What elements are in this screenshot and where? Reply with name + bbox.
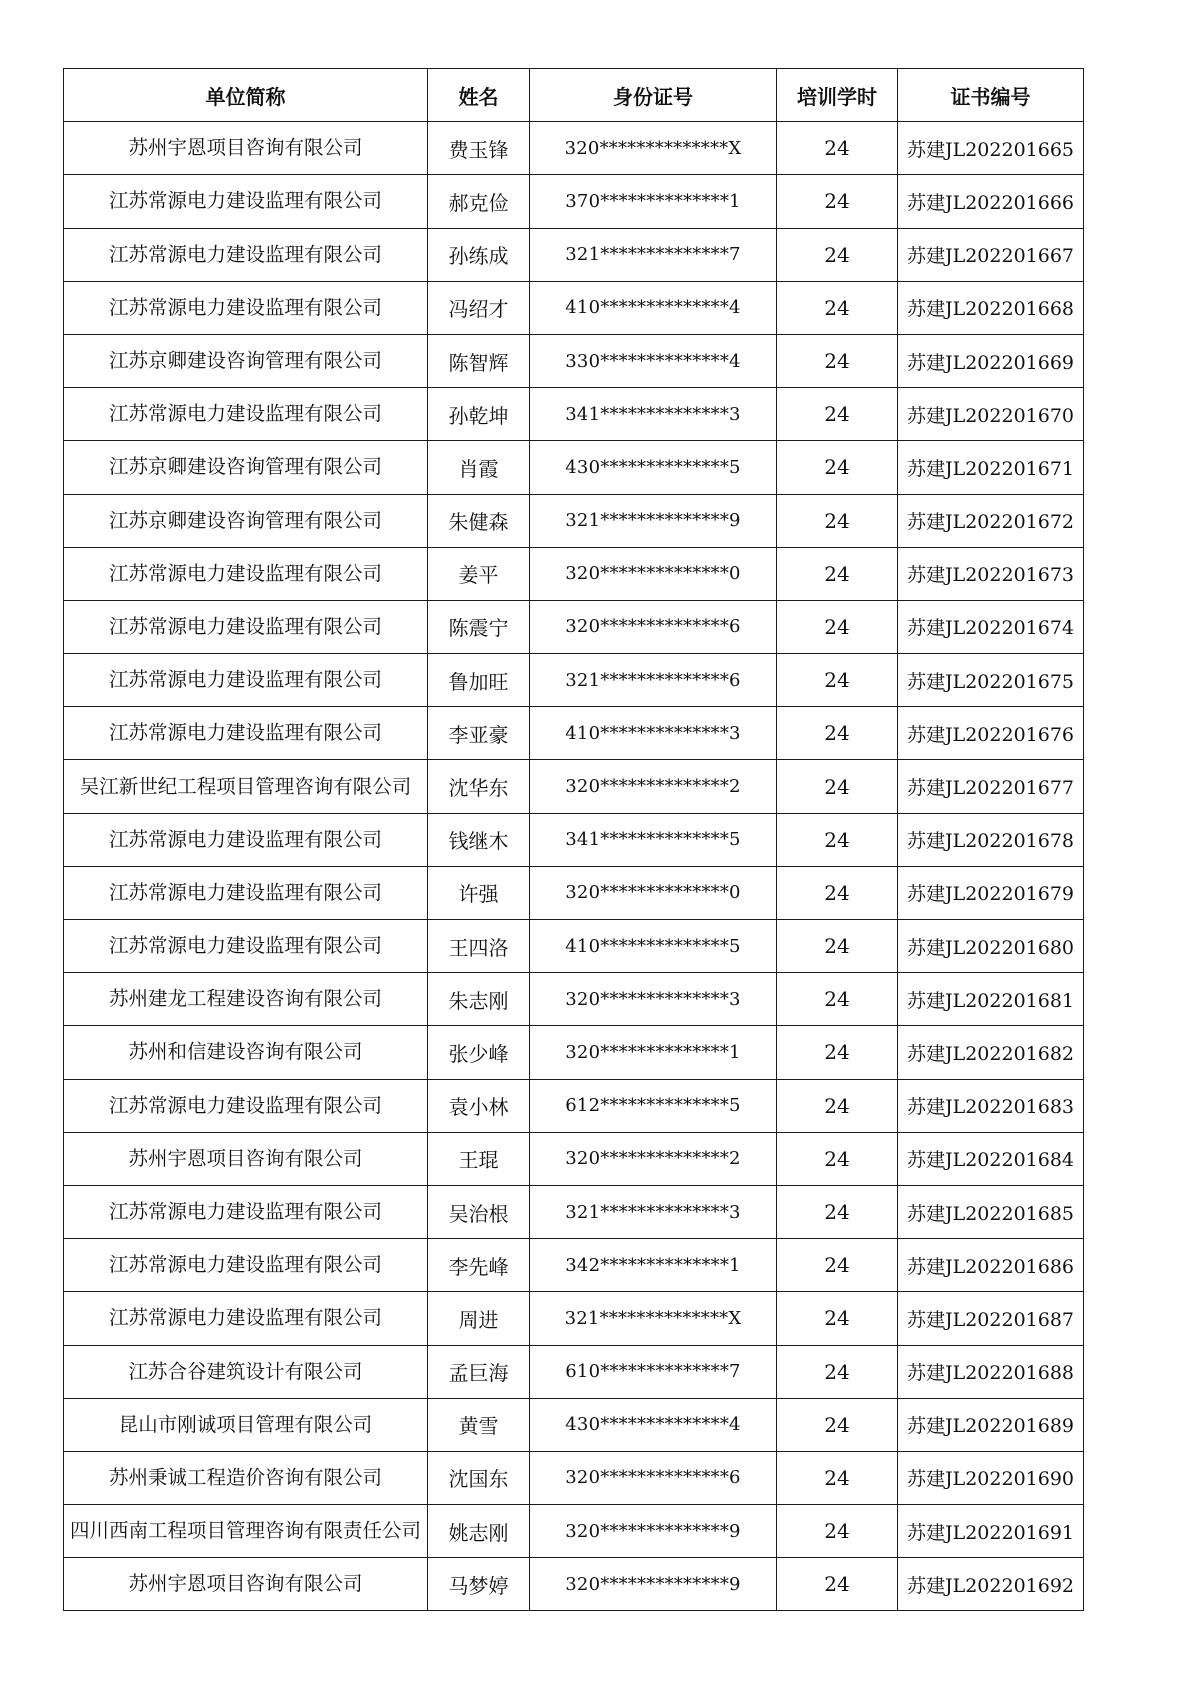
cell-name: 肖霞	[428, 441, 530, 494]
cell-name: 钱继木	[428, 813, 530, 866]
cell-id-number: 320**************3	[530, 973, 777, 1026]
cell-certificate-number: 苏建JL202201681	[898, 973, 1084, 1026]
cell-name: 吴治根	[428, 1185, 530, 1238]
table-row	[64, 707, 1084, 760]
cell-training-hours: 24	[777, 707, 898, 760]
cell-certificate-number: 苏建JL202201670	[898, 388, 1084, 441]
cell-certificate-number: 苏建JL202201666	[898, 175, 1084, 228]
cell-id-number: 321**************6	[530, 654, 777, 707]
cell-id-number: 320**************0	[530, 547, 777, 600]
cell-training-hours: 24	[777, 1345, 898, 1398]
cell-certificate-number: 苏建JL202201685	[898, 1185, 1084, 1238]
cell-training-hours: 24	[777, 1079, 898, 1132]
cell-unit: 苏州宇恩项目咨询有限公司	[64, 1558, 428, 1611]
cell-training-hours: 24	[777, 1239, 898, 1292]
cell-id-number: 410**************5	[530, 920, 777, 973]
cell-id-number: 320**************2	[530, 1132, 777, 1185]
table-row	[64, 1292, 1084, 1345]
cell-id-number: 320**************9	[530, 1558, 777, 1611]
table-body	[64, 122, 1084, 1611]
cell-unit: 江苏常源电力建设监理有限公司	[64, 920, 428, 973]
cell-unit: 江苏常源电力建设监理有限公司	[64, 866, 428, 919]
header-name: 姓名	[428, 69, 530, 122]
cell-id-number: 320**************6	[530, 1451, 777, 1504]
cell-unit: 苏州建龙工程建设咨询有限公司	[64, 973, 428, 1026]
table-row	[64, 547, 1084, 600]
cell-training-hours: 24	[777, 388, 898, 441]
table-row	[64, 175, 1084, 228]
table-row	[64, 866, 1084, 919]
cell-id-number: 341**************5	[530, 813, 777, 866]
cell-certificate-number: 苏建JL202201665	[898, 122, 1084, 175]
cell-name: 郝克俭	[428, 175, 530, 228]
cell-training-hours: 24	[777, 175, 898, 228]
cell-id-number: 612**************5	[530, 1079, 777, 1132]
cell-training-hours: 24	[777, 1558, 898, 1611]
cell-certificate-number: 苏建JL202201676	[898, 707, 1084, 760]
table-row	[64, 281, 1084, 334]
cell-certificate-number: 苏建JL202201675	[898, 654, 1084, 707]
cell-name: 孟巨海	[428, 1345, 530, 1398]
cell-training-hours: 24	[777, 547, 898, 600]
cell-name: 姚志刚	[428, 1505, 530, 1558]
table-row	[64, 1558, 1084, 1611]
cell-unit: 江苏京卿建设咨询管理有限公司	[64, 334, 428, 387]
cell-training-hours: 24	[777, 122, 898, 175]
cell-training-hours: 24	[777, 1185, 898, 1238]
cell-unit: 江苏常源电力建设监理有限公司	[64, 1292, 428, 1345]
cell-name: 王四洛	[428, 920, 530, 973]
cell-training-hours: 24	[777, 1398, 898, 1451]
cell-training-hours: 24	[777, 1292, 898, 1345]
cell-certificate-number: 苏建JL202201690	[898, 1451, 1084, 1504]
header-certificate-number: 证书编号	[898, 69, 1084, 122]
cell-certificate-number: 苏建JL202201673	[898, 547, 1084, 600]
table-row	[64, 441, 1084, 494]
cell-name: 陈智辉	[428, 334, 530, 387]
cell-unit: 四川西南工程项目管理咨询有限责任公司	[64, 1505, 428, 1558]
table-row	[64, 920, 1084, 973]
cell-name: 马梦婷	[428, 1558, 530, 1611]
cell-certificate-number: 苏建JL202201671	[898, 441, 1084, 494]
cell-unit: 江苏常源电力建设监理有限公司	[64, 1239, 428, 1292]
cell-unit: 苏州宇恩项目咨询有限公司	[64, 122, 428, 175]
cell-certificate-number: 苏建JL202201689	[898, 1398, 1084, 1451]
cell-id-number: 342**************1	[530, 1239, 777, 1292]
table-row	[64, 1505, 1084, 1558]
cell-id-number: 430**************5	[530, 441, 777, 494]
cell-name: 王琨	[428, 1132, 530, 1185]
cell-training-hours: 24	[777, 334, 898, 387]
cell-unit: 江苏常源电力建设监理有限公司	[64, 547, 428, 600]
cell-training-hours: 24	[777, 1026, 898, 1079]
cell-unit: 江苏常源电力建设监理有限公司	[64, 600, 428, 653]
cell-training-hours: 24	[777, 654, 898, 707]
table-row	[64, 973, 1084, 1026]
cell-id-number: 320**************0	[530, 866, 777, 919]
cell-unit: 江苏常源电力建设监理有限公司	[64, 175, 428, 228]
cell-unit: 江苏常源电力建设监理有限公司	[64, 707, 428, 760]
table-row	[64, 1185, 1084, 1238]
cell-name: 袁小林	[428, 1079, 530, 1132]
cell-unit: 吴江新世纪工程项目管理咨询有限公司	[64, 760, 428, 813]
cell-training-hours: 24	[777, 600, 898, 653]
cell-name: 陈震宁	[428, 600, 530, 653]
cell-certificate-number: 苏建JL202201672	[898, 494, 1084, 547]
cell-id-number: 341**************3	[530, 388, 777, 441]
table-row	[64, 388, 1084, 441]
header-training-hours: 培训学时	[777, 69, 898, 122]
cell-name: 姜平	[428, 547, 530, 600]
cell-id-number: 321**************X	[530, 1292, 777, 1345]
table-row	[64, 334, 1084, 387]
cell-name: 李先峰	[428, 1239, 530, 1292]
cell-certificate-number: 苏建JL202201688	[898, 1345, 1084, 1398]
header-id-number: 身份证号	[530, 69, 777, 122]
table-row	[64, 122, 1084, 175]
cell-certificate-number: 苏建JL202201687	[898, 1292, 1084, 1345]
table-row	[64, 228, 1084, 281]
cell-name: 沈华东	[428, 760, 530, 813]
cell-training-hours: 24	[777, 973, 898, 1026]
cell-id-number: 410**************3	[530, 707, 777, 760]
cell-unit: 江苏常源电力建设监理有限公司	[64, 813, 428, 866]
cell-name: 李亚豪	[428, 707, 530, 760]
cell-name: 周进	[428, 1292, 530, 1345]
cell-unit: 江苏常源电力建设监理有限公司	[64, 388, 428, 441]
cell-training-hours: 24	[777, 494, 898, 547]
cell-id-number: 321**************3	[530, 1185, 777, 1238]
cell-unit: 江苏京卿建设咨询管理有限公司	[64, 441, 428, 494]
cell-id-number: 320**************X	[530, 122, 777, 175]
cell-certificate-number: 苏建JL202201692	[898, 1558, 1084, 1611]
cell-unit: 江苏常源电力建设监理有限公司	[64, 1079, 428, 1132]
cell-training-hours: 24	[777, 228, 898, 281]
cell-unit: 江苏京卿建设咨询管理有限公司	[64, 494, 428, 547]
table-row	[64, 1345, 1084, 1398]
cell-certificate-number: 苏建JL202201682	[898, 1026, 1084, 1079]
cell-certificate-number: 苏建JL202201680	[898, 920, 1084, 973]
header-row	[64, 69, 1084, 122]
header-unit: 单位简称	[64, 69, 428, 122]
cell-certificate-number: 苏建JL202201686	[898, 1239, 1084, 1292]
cell-unit: 江苏常源电力建设监理有限公司	[64, 281, 428, 334]
cell-unit: 江苏合谷建筑设计有限公司	[64, 1345, 428, 1398]
cell-certificate-number: 苏建JL202201683	[898, 1079, 1084, 1132]
cell-id-number: 370**************1	[530, 175, 777, 228]
cell-id-number: 320**************1	[530, 1026, 777, 1079]
cell-name: 许强	[428, 866, 530, 919]
cell-training-hours: 24	[777, 1505, 898, 1558]
cell-name: 黄雪	[428, 1398, 530, 1451]
cell-id-number: 321**************7	[530, 228, 777, 281]
cell-certificate-number: 苏建JL202201684	[898, 1132, 1084, 1185]
cell-certificate-number: 苏建JL202201667	[898, 228, 1084, 281]
cell-certificate-number: 苏建JL202201691	[898, 1505, 1084, 1558]
cell-training-hours: 24	[777, 813, 898, 866]
table-row	[64, 654, 1084, 707]
cell-training-hours: 24	[777, 1451, 898, 1504]
cell-certificate-number: 苏建JL202201669	[898, 334, 1084, 387]
cell-unit: 江苏常源电力建设监理有限公司	[64, 1185, 428, 1238]
cell-name: 孙乾坤	[428, 388, 530, 441]
table-row	[64, 1239, 1084, 1292]
cell-training-hours: 24	[777, 441, 898, 494]
table-row	[64, 1026, 1084, 1079]
table-row	[64, 813, 1084, 866]
cell-unit: 昆山市刚诚项目管理有限公司	[64, 1398, 428, 1451]
cell-certificate-number: 苏建JL202201668	[898, 281, 1084, 334]
cell-name: 朱志刚	[428, 973, 530, 1026]
cell-name: 费玉锋	[428, 122, 530, 175]
cell-name: 沈国东	[428, 1451, 530, 1504]
table-row	[64, 494, 1084, 547]
cell-certificate-number: 苏建JL202201677	[898, 760, 1084, 813]
cell-certificate-number: 苏建JL202201679	[898, 866, 1084, 919]
training-roster-table	[63, 68, 1084, 1611]
cell-name: 孙练成	[428, 228, 530, 281]
cell-id-number: 330**************4	[530, 334, 777, 387]
table-row	[64, 1451, 1084, 1504]
cell-name: 鲁加旺	[428, 654, 530, 707]
cell-unit: 苏州秉诚工程造价咨询有限公司	[64, 1451, 428, 1504]
cell-unit: 江苏常源电力建设监理有限公司	[64, 654, 428, 707]
cell-training-hours: 24	[777, 1132, 898, 1185]
cell-training-hours: 24	[777, 760, 898, 813]
table-row	[64, 760, 1084, 813]
cell-name: 朱健森	[428, 494, 530, 547]
cell-id-number: 410**************4	[530, 281, 777, 334]
cell-unit: 江苏常源电力建设监理有限公司	[64, 228, 428, 281]
cell-training-hours: 24	[777, 866, 898, 919]
cell-training-hours: 24	[777, 920, 898, 973]
cell-id-number: 610**************7	[530, 1345, 777, 1398]
table-row	[64, 1132, 1084, 1185]
table-header	[64, 69, 1084, 122]
cell-training-hours: 24	[777, 281, 898, 334]
table-row	[64, 1398, 1084, 1451]
cell-certificate-number: 苏建JL202201674	[898, 600, 1084, 653]
cell-id-number: 320**************6	[530, 600, 777, 653]
cell-unit: 苏州宇恩项目咨询有限公司	[64, 1132, 428, 1185]
cell-id-number: 320**************2	[530, 760, 777, 813]
cell-id-number: 320**************9	[530, 1505, 777, 1558]
cell-unit: 苏州和信建设咨询有限公司	[64, 1026, 428, 1079]
cell-certificate-number: 苏建JL202201678	[898, 813, 1084, 866]
table-row	[64, 1079, 1084, 1132]
cell-id-number: 430**************4	[530, 1398, 777, 1451]
cell-name: 冯绍才	[428, 281, 530, 334]
table-row	[64, 600, 1084, 653]
cell-name: 张少峰	[428, 1026, 530, 1079]
cell-id-number: 321**************9	[530, 494, 777, 547]
